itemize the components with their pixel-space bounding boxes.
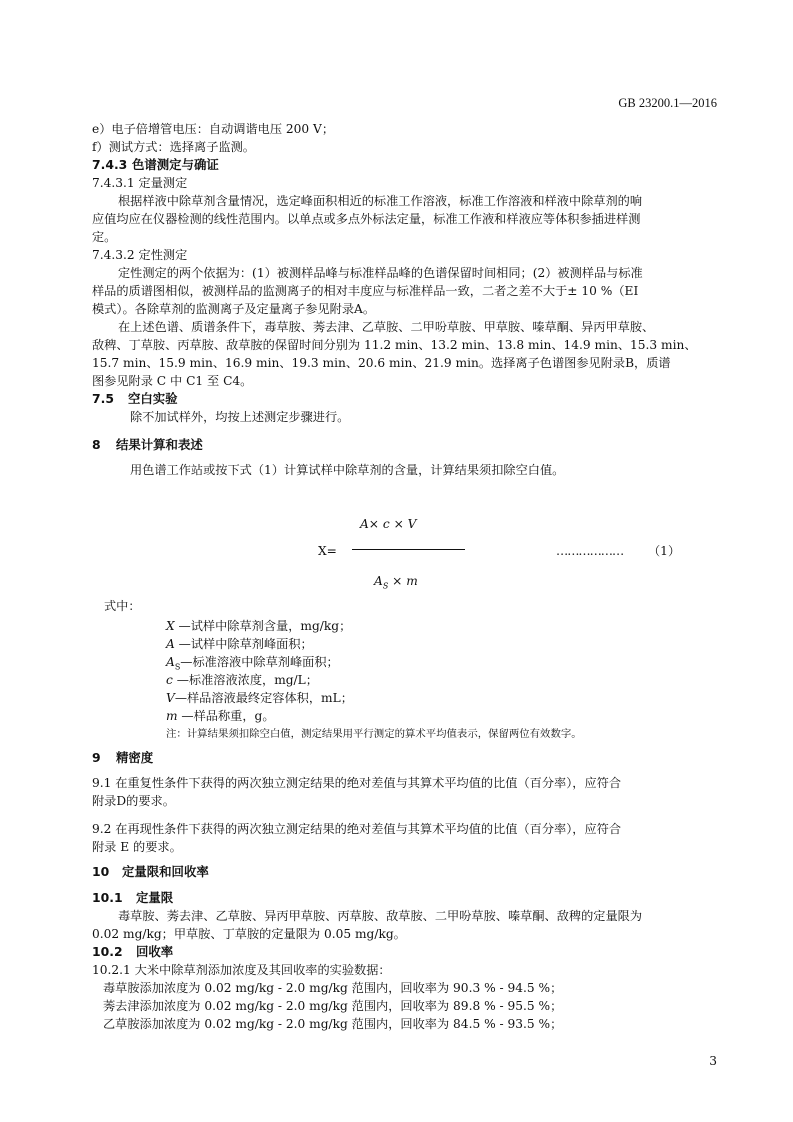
loq-line-1: 毒草胺、莠去津、乙草胺、异丙甲草胺、丙草胺、敌草胺、二甲吩草胺、嗪草酮、敌稗的定量限为 [118, 909, 643, 923]
retention-line-4: 图参见附录 C 中 C1 至 C4。 [92, 374, 253, 388]
qual-line-1: 定性测定的两个依据为：(1）被测样品峰与标准样品峰的色谱保留时间相同；(2）被测样品与标准 [118, 266, 643, 280]
line-f: f）测试方式：选择离子监测。 [92, 140, 255, 154]
line-e: e）电子倍增管电压：自动调谐电压 200 V； [92, 122, 335, 136]
precision-9-1-line-2: 附录D的要求。 [92, 794, 175, 808]
where-item: X —试样中除草剂含量，mg/kg； [166, 619, 352, 633]
section-7-5-number: 7.5 [92, 391, 114, 406]
formula-numerator: A× c × V [360, 517, 417, 531]
blank-test-text: 除不加试样外，均按上述测定步骤进行。 [130, 410, 350, 424]
retention-line-1: 在上述色谱、质谱条件下，毒草胺、莠去津、乙草胺、二甲吩草胺、甲草胺、嗪草酮、异丙甲草胺、 [118, 320, 655, 334]
precision-9-2-line-1: 9.2 在再现性条件下获得的两次独立测定结果的绝对差值与其算术平均值的比值（百分率），应符合 [92, 822, 622, 836]
qual-line-2: 样品的质谱图相似，被测样品的监测离子的相对丰度应与标准样品一致，二者之差不大于± 10 %（EI [92, 284, 639, 298]
section-10-number: 10 [92, 864, 110, 879]
formula-dots: ……………… [556, 544, 624, 558]
section-7-5-title: 空白实验 [128, 391, 178, 406]
where-item: m —样品称重，g。 [166, 709, 275, 723]
where-item: $A_S—$标准溶液中除草剂峰面积； [166, 655, 339, 672]
section-7-4-3-1: 7.4.3.1 定量测定 [92, 176, 188, 190]
precision-9-1-line-1: 9.1 在重复性条件下获得的两次独立测定结果的绝对差值与其算术平均值的比值（百分率），应符合 [92, 776, 622, 790]
formula-denominator: $A_S \times m$ [374, 574, 418, 591]
where-item: A —试样中除草剂峰面积； [166, 637, 313, 651]
section-10-title: 定量限和回收率 [122, 864, 209, 879]
section-7-4-3-title: 色谱测定与确证 [132, 157, 219, 172]
formula-number: （1） [648, 544, 681, 558]
fraction-bar [352, 549, 465, 550]
recovery-line: 莠去津添加浓度为 0.02 mg/kg - 2.0 mg/kg 范围内，回收率为 89.8 % - 95.5 %； [103, 999, 563, 1013]
precision-9-2-line-2: 附录 E 的要求。 [92, 840, 182, 854]
quant-line-3: 定。 [92, 230, 117, 244]
retention-line-2: 敌稗、丁草胺、丙草胺、敌草胺的保留时间分别为 11.2 min、13.2 min、13.8 min、14.9 min、15.3 min、 [92, 338, 697, 352]
loq-line-2: 0.02 mg/kg；甲草胺、丁草胺的定量限为 0.05 mg/kg。 [92, 927, 406, 941]
calc-note: 注：计算结果须扣除空白值，测定结果用平行测定的算术平均值表示，保留两位有效数字。 [166, 728, 582, 740]
where-item: c —标准溶液浓度，mg/L； [166, 673, 318, 687]
quant-line-1: 根据样液中除草剂含量情况，选定峰面积相近的标准工作溶液，标准工作溶液和样液中除草剂的响 [118, 194, 643, 208]
section-7-4-3-2: 7.4.3.2 定性测定 [92, 248, 188, 262]
standard-code: GB 23200.1—2016 [618, 96, 717, 110]
section-10-1-title: 定量限 [136, 890, 174, 905]
where-intro: 式中： [104, 599, 141, 613]
quant-line-2: 应值均应在仪器检测的线性范围内。以单点或多点外标法定量，标准工作液和样液应等体积参插进样测 [92, 212, 641, 226]
section-10-1-number: 10.1 [92, 890, 123, 905]
section-10-2-title: 回收率 [136, 944, 174, 959]
recovery-line: 毒草胺添加浓度为 0.02 mg/kg - 2.0 mg/kg 范围内，回收率为 90.3 % - 94.5 %； [103, 981, 563, 995]
calc-instruction: 用色谱工作站或按下式（1）计算试样中除草剂的含量，计算结果须扣除空白值。 [130, 463, 565, 477]
page-number: 3 [709, 1054, 717, 1068]
section-10-2-number: 10.2 [92, 944, 123, 959]
where-item: V—样品溶液最终定容体积，mL； [166, 691, 353, 705]
retention-line-3: 15.7 min、15.9 min、16.9 min、19.3 min、20.6 min、21.9 min。选择离子色谱图参见附录B，质谱 [92, 356, 671, 370]
section-10-2-1: 10.2.1 大米中除草剂添加浓度及其回收率的实验数据： [92, 963, 391, 977]
recovery-line: 乙草胺添加浓度为 0.02 mg/kg - 2.0 mg/kg 范围内，回收率为 84.5 % - 93.5 %； [103, 1017, 563, 1031]
section-9-title: 精密度 [116, 750, 154, 765]
section-9-number: 9 [92, 750, 101, 765]
section-7-4-3-number: 7.4.3 [92, 157, 128, 172]
section-8-title: 结果计算和表述 [116, 437, 203, 452]
qual-line-3: 模式）。各除草剂的监测离子及定量离子参见附录A。 [92, 302, 376, 316]
formula-lhs: X= [318, 544, 337, 558]
section-8-number: 8 [92, 437, 101, 452]
